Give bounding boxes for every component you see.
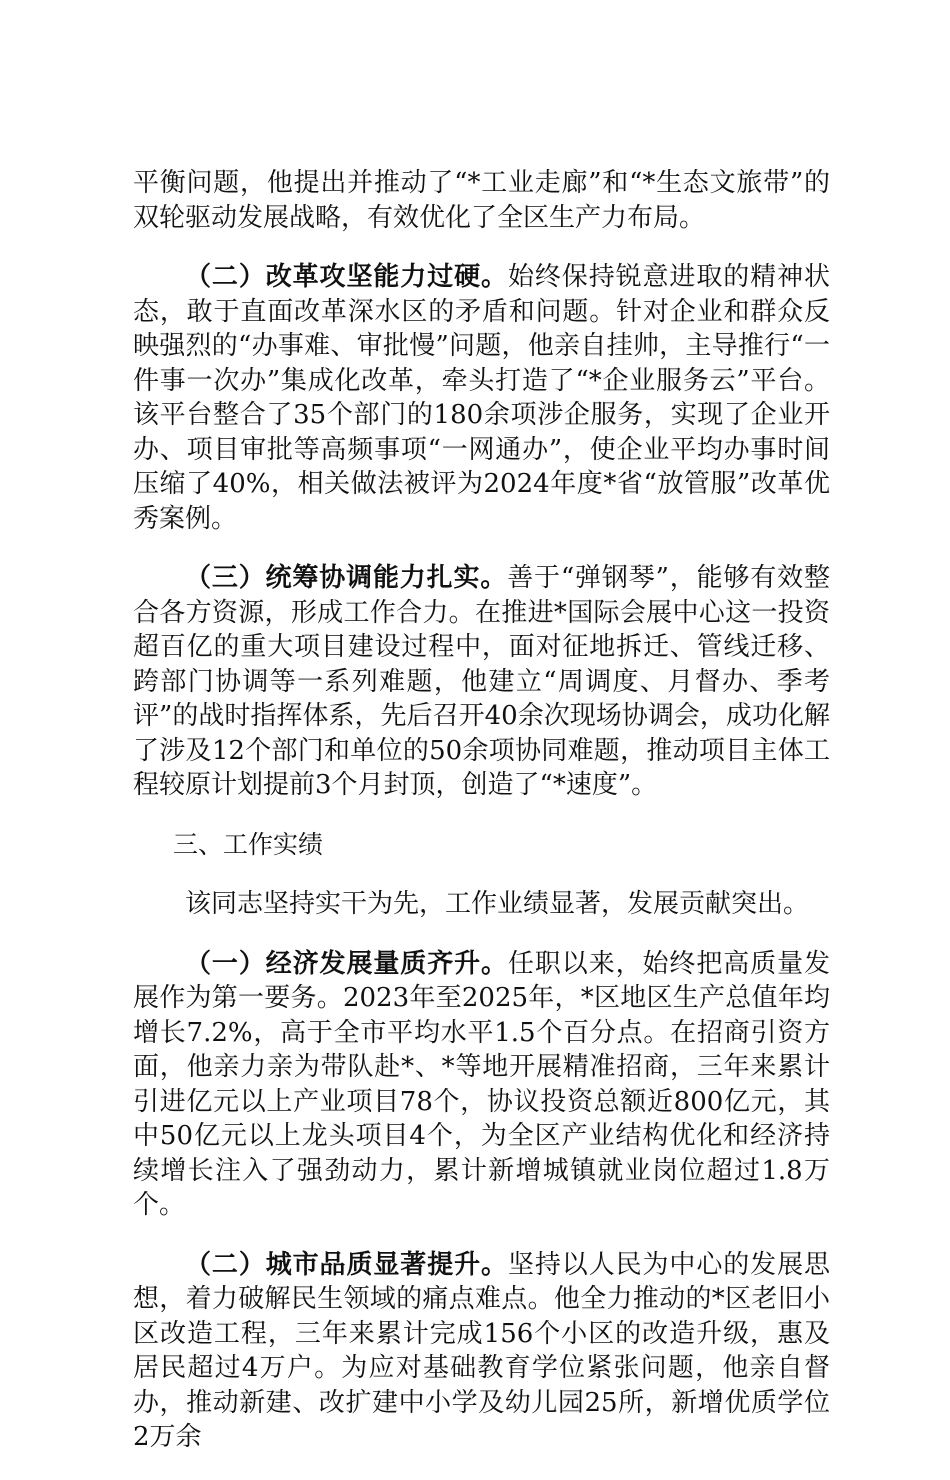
paragraph-reform-capability <box>133 260 830 536</box>
paragraph-lead: （二）改革攻坚能力过硬。 <box>185 262 508 292</box>
paragraph-lead: （一）经济发展量质齐升。 <box>185 948 508 979</box>
paragraph-text: 任职以来，始终把高质量发展作为第一要务。2023年至2025年，*区地区生产总值年均增长7.2%，高于全市平均水平1.5个百分点。在招商引资方面，他亲力亲为带队赴*、*等地开展精准招商，三年来累计引进亿元以上产业项目78个，协议投资总额近800亿元，其中50亿元以上龙头项目4个，为全区产业结构优化和经济持续增长注入了强劲动力，累计新增城镇就业岗位超过1.8万个。 <box>133 948 830 1220</box>
paragraph-text: 善于“弹钢琴”，能够有效整合各方资源，形成工作合力。在推进*国际会展中心这一投资超百亿的重大项目建设过程中，面对征地拆迁、管线迁移、跨部门协调等一系列难题，他建立“周调度、月督办、季考评”的战时指挥体系，先后召开40余次现场协调会，成功化解了涉及12个部门和单位的50余项协同难题，推动项目主体工程较原计划提前3个月封顶，创造了“*速度”。 <box>133 563 830 800</box>
paragraph-text: 始终保持锐意进取的精神状态，敢于直面改革深水区的矛盾和问题。针对企业和群众反映强烈的“办事难、审批慢”问题，他亲自挂帅，主导推行“一件事一次办”集成化改革，牵头打造了“*企业服务云”平台。该平台整合了35个部门的180余项涉企服务，实现了企业开办、项目审批等高频事项“一网通办”，使企业平均办事时间压缩了40%，相关做法被评为2024年度*省“放管服”改革优秀案例。 <box>133 262 830 534</box>
paragraph-city-quality <box>133 1248 830 1455</box>
paragraph-text: 平衡问题，他提出并推动了“*工业走廊”和“*生态文旅带”的双轮驱动发展战略，有效优化了全区生产力布局。 <box>133 168 830 233</box>
section-heading: 三、工作实绩 <box>173 829 324 859</box>
paragraph-text: 坚持以人民为中心的发展思想，着力破解民生领域的痛点难点。他全力推动的*区老旧小区改造工程，三年来累计完成156个小区的改造升级，惠及居民超过4万户。为应对基础教育学位紧张问题，他亲自督办，推动新建、改扩建中小学及幼儿园25所，新增优质学位2万余 <box>133 1249 830 1452</box>
section-intro <box>133 887 830 922</box>
paragraph-economic-development <box>133 947 830 1223</box>
paragraph-lead: （三）统筹协调能力扎实。 <box>185 563 508 593</box>
paragraph-continued <box>133 166 830 235</box>
paragraph-text: 该同志坚持实干为先，工作业绩显著，发展贡献突出。 <box>185 889 810 919</box>
paragraph-coordination-capability <box>133 561 830 803</box>
document-body <box>133 166 830 1480</box>
paragraph-lead: （二）城市品质显著提升。 <box>185 1249 508 1280</box>
